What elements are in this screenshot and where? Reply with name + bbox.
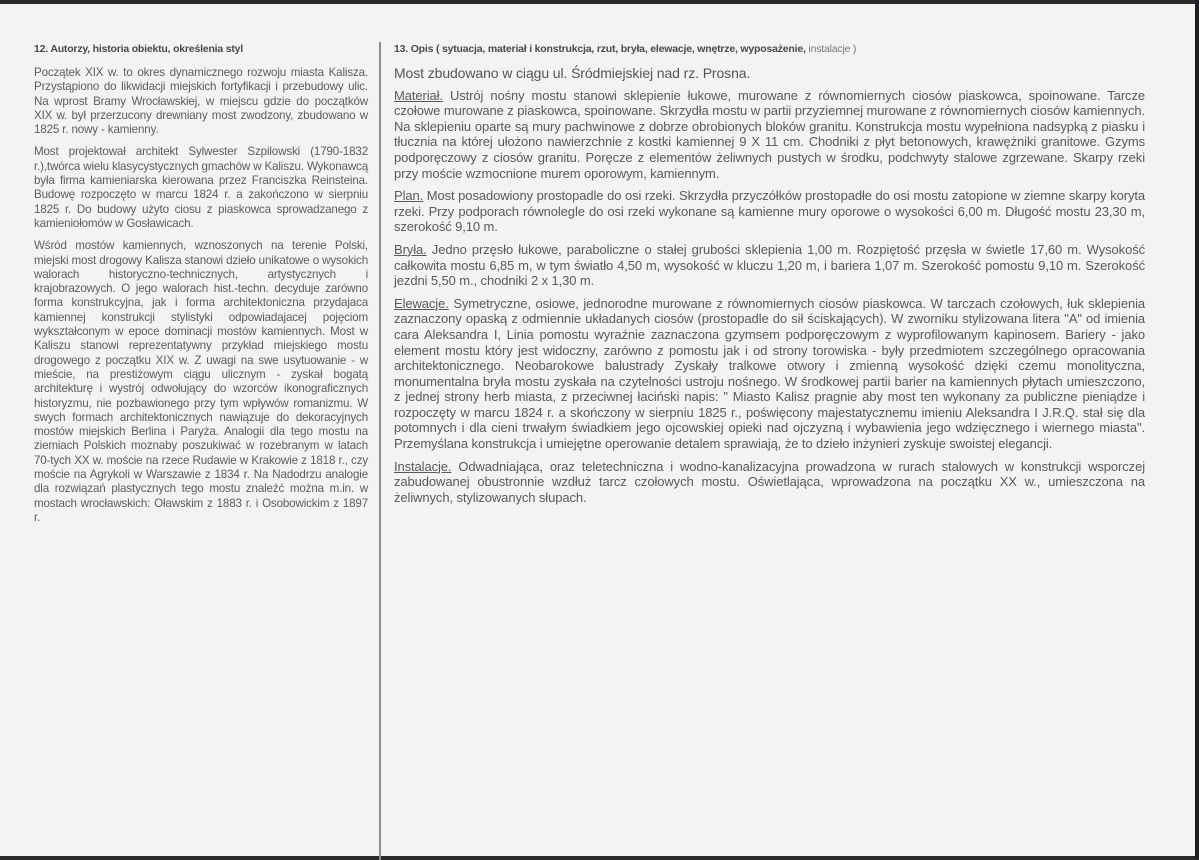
plan-text: Most posadowiony prostopadle do osi rzeki. Skrzydła przyczółków prostopadłe do osi mostu zatopione w ziemne skarpy koryta rzeki. Przy podporach równolegle do osi rzeki wykonane są kamienne mury oporowe o wysokości 6,00 m. Długość mostu 23,30 m, szerokość 9,10 m.	[394, 188, 1145, 235]
description-plan	[394, 188, 1145, 235]
section-12-authors-history	[34, 42, 368, 533]
history-paragraph: Początek XIX w. to okres dynamicznego rozwoju miasta Kalisza. Przystąpiono do likwidacji miejskich fortyfikacji i przebudowy ulic. Na wprost Bramy Wrocławskiej, w miejscu gdzie do początków XIX w. był przerzucony drewniany most zwodzony, zbudowano w 1825 r. nowy - kamienny.	[34, 66, 368, 137]
description-massing	[394, 242, 1145, 289]
column-divider	[379, 42, 381, 860]
installations-label: Instalacje.	[394, 458, 452, 474]
plan-label: Plan.	[394, 188, 424, 204]
elevations-label: Elewacje.	[394, 295, 449, 311]
description-material	[394, 88, 1145, 182]
installations-text: Odwadniająca, oraz teletechniczna i wodno-kanalizacyjna prowadzona w rurach stalowych w konstrukcji wsporczej zabudowanej obustronnie wzdłuż tarcz czołowych mostu. Oświetlająca, wprowadzona na początku XX w., umieszczona na żeliwnych, stylizowanych słupach.	[394, 458, 1145, 505]
section-12-heading: 12. Autorzy, historia obiektu, określenia styl	[34, 43, 244, 55]
section-13-description	[394, 42, 1145, 512]
section-13-heading-text: 13. Opis ( sytuacja, materiał i konstrukcja, rzut, bryła, elewacje, wnętrze, wyposażenie,	[394, 43, 806, 55]
document-page	[0, 4, 1195, 856]
material-label: Materiał.	[394, 87, 443, 103]
massing-text: Jedno przęsło łukowe, paraboliczne o stałej grubości sklepienia 1,00 m. Rozpiętość przęsła w świetle 17,60 m. Wysokość całkowita mostu 6,85 m, w tym światło 4,50 m, wysokość w kluczu 1,20 m, i bariera 1,07 m. Szerokość pomostu 9,10 m. Szerokość jezdni 5,50 m., chodniki 2 x 1,30 m.	[394, 241, 1145, 289]
material-text: Ustrój nośny mostu stanowi sklepienie łukowe, murowane z równomiernych ciosów piaskowca, spoinowane. Tarcze czołowe murowane z piaskowca, spoinowane. Skrzydła mostu w partii przyziemnej murowane z równomiernych ciosów kamiennych. Na sklepieniu oparte są mury pachwinowe z dobrze obrobionych bloków granitu. Konstrukcja mostu wypełniona nadsypką z piasku i tłucznia na której ułożono nawierzchnie z kostki kamiennej 9 X 11 cm. Chodniki z płyt betonowych, krawężniki granitowe. Gzyms podporęczowy z ciosów granitu. Poręcze z elementów żeliwnych pustych w środku, podchwyty stalowe zgrzewane. Skarpy rzeki przy moście wzmocnione murem oporowym, kamiennym.	[394, 87, 1145, 181]
massing-label: Bryła.	[394, 241, 427, 257]
section-13-heading	[394, 42, 1145, 56]
scan-edge	[1195, 0, 1199, 859]
elevations-text: Symetryczne, osiowe, jednorodne murowane z równomiernych ciosów piaskowca. W tarczach czołowych, łuk sklepienia zaznaczony opaską z odmiennie układanych ciosów (prostopadle do sił ściskających). W zworniku stylizowana litera "A" od imienia cara Aleksandra I, Linia pomostu wyraźnie zaznaczona gzymsem podporęczowym z wyprofilowanym kapinosem. Bariery - jako element mostu który jest widoczny, zarówno z pomostu jak i od strony torowiska - były przedmiotem szczególnego opracowania architektonicznego. Neobarokowe balustrady Zyskały tralkowe otwory i zmienną wysokość dzięki czemu monolityczna, monumentalna bryła mostu zyskała na czytelności ustroju nośnego. W środkowej partii barier na kamiennych płytach umieszczono, z jednej strony herb miasta, z przeciwnej łaciński napis: " Miasto Kalisz pragnie aby most ten wykonany za publiczne pieniądze i rozpoczęty w marcu 1824 r. a skończony w sierpniu 1825 r., poświęcony majestatycznemu imieniu Aleksandra I J.R.Q. stał się dla potomnych i dla cieni trwałym świadkiem jego ojcowskiej opieki nad ojczyzną i wybawienia jego wdzięcznego i wiernego miasta". Przemyślana konstrukcja i umiejętne operowanie detalem sprawiają, że to dzieło inżynieri zyskuje swoistej elegancji.	[394, 295, 1145, 452]
history-paragraph: Wśród mostów kamiennych, wznoszonych na terenie Polski, miejski most drogowy Kalisza stanowi dzieło unikatowe o wysokich walorach historyczno-technicznych, artystycznych i krajobrazowych. O jego walorach hist.-techn. decyduje zarówno forma konstrukcyjna, jak i forma architektoniczna przydajaca kamiennej konstrukcji stylistyki odpowiadajacej pojęciom wykształconym w epoce dominacji mostów kamiennych. Most w Kaliszu stanowi reprezentatywny przykład miejskiego mostu drogowego z początku XIX w. Z uwagi na swe usytuowanie - w mieście, na prestiżowym ciągu ulicznym - zyskał bogatą architekturę i wystrój odwołujący do wzorców ikonograficznych historyzmu, nie pozbawionego przy tym wpływów romanizmu. W swych formach architektonicznych nawiązuje do dekoracyjnych mostów miejskich Berlina i Paryża. Analogii dla tego mostu na ziemiach Polskich moznaby poszukiwać w rozebranym w latach 70-tych XX w. moście na rzece Rudawie w Krakowie z 1818 r., czy moście na Agrykoli w Warszawie z 1834 r. Na Nadodrzu analogie dla rozwiązań plastycznych tego mostu znaleźć można m.in. w mostach wrocławskich: Oławskim z 1883 r. i Osobowickim z 1897 r.	[34, 239, 368, 524]
description-elevations	[394, 296, 1145, 452]
history-paragraph: Most projektował architekt Sylwester Szpilowski (1790-1832 r.),twórca wielu klasycystycznych gmachów w Kaliszu. Wykonawcą była firma kamieniarska kierowana przez Franciszka Reinsteina. Budowę rozpoczęto w marcu 1824 r. a zakończono w sierpniu 1825 r. Do budowy użyto ciosu z piaskowca sprowadzanego z kamieniołomów w Gosławicach.	[34, 145, 369, 230]
section-13-heading-tail: instalacje )	[805, 43, 857, 55]
description-intro: Most zbudowano w ciągu ul. Śródmiejskiej nad rz. Prosna.	[394, 65, 751, 81]
description-installations	[394, 459, 1145, 506]
